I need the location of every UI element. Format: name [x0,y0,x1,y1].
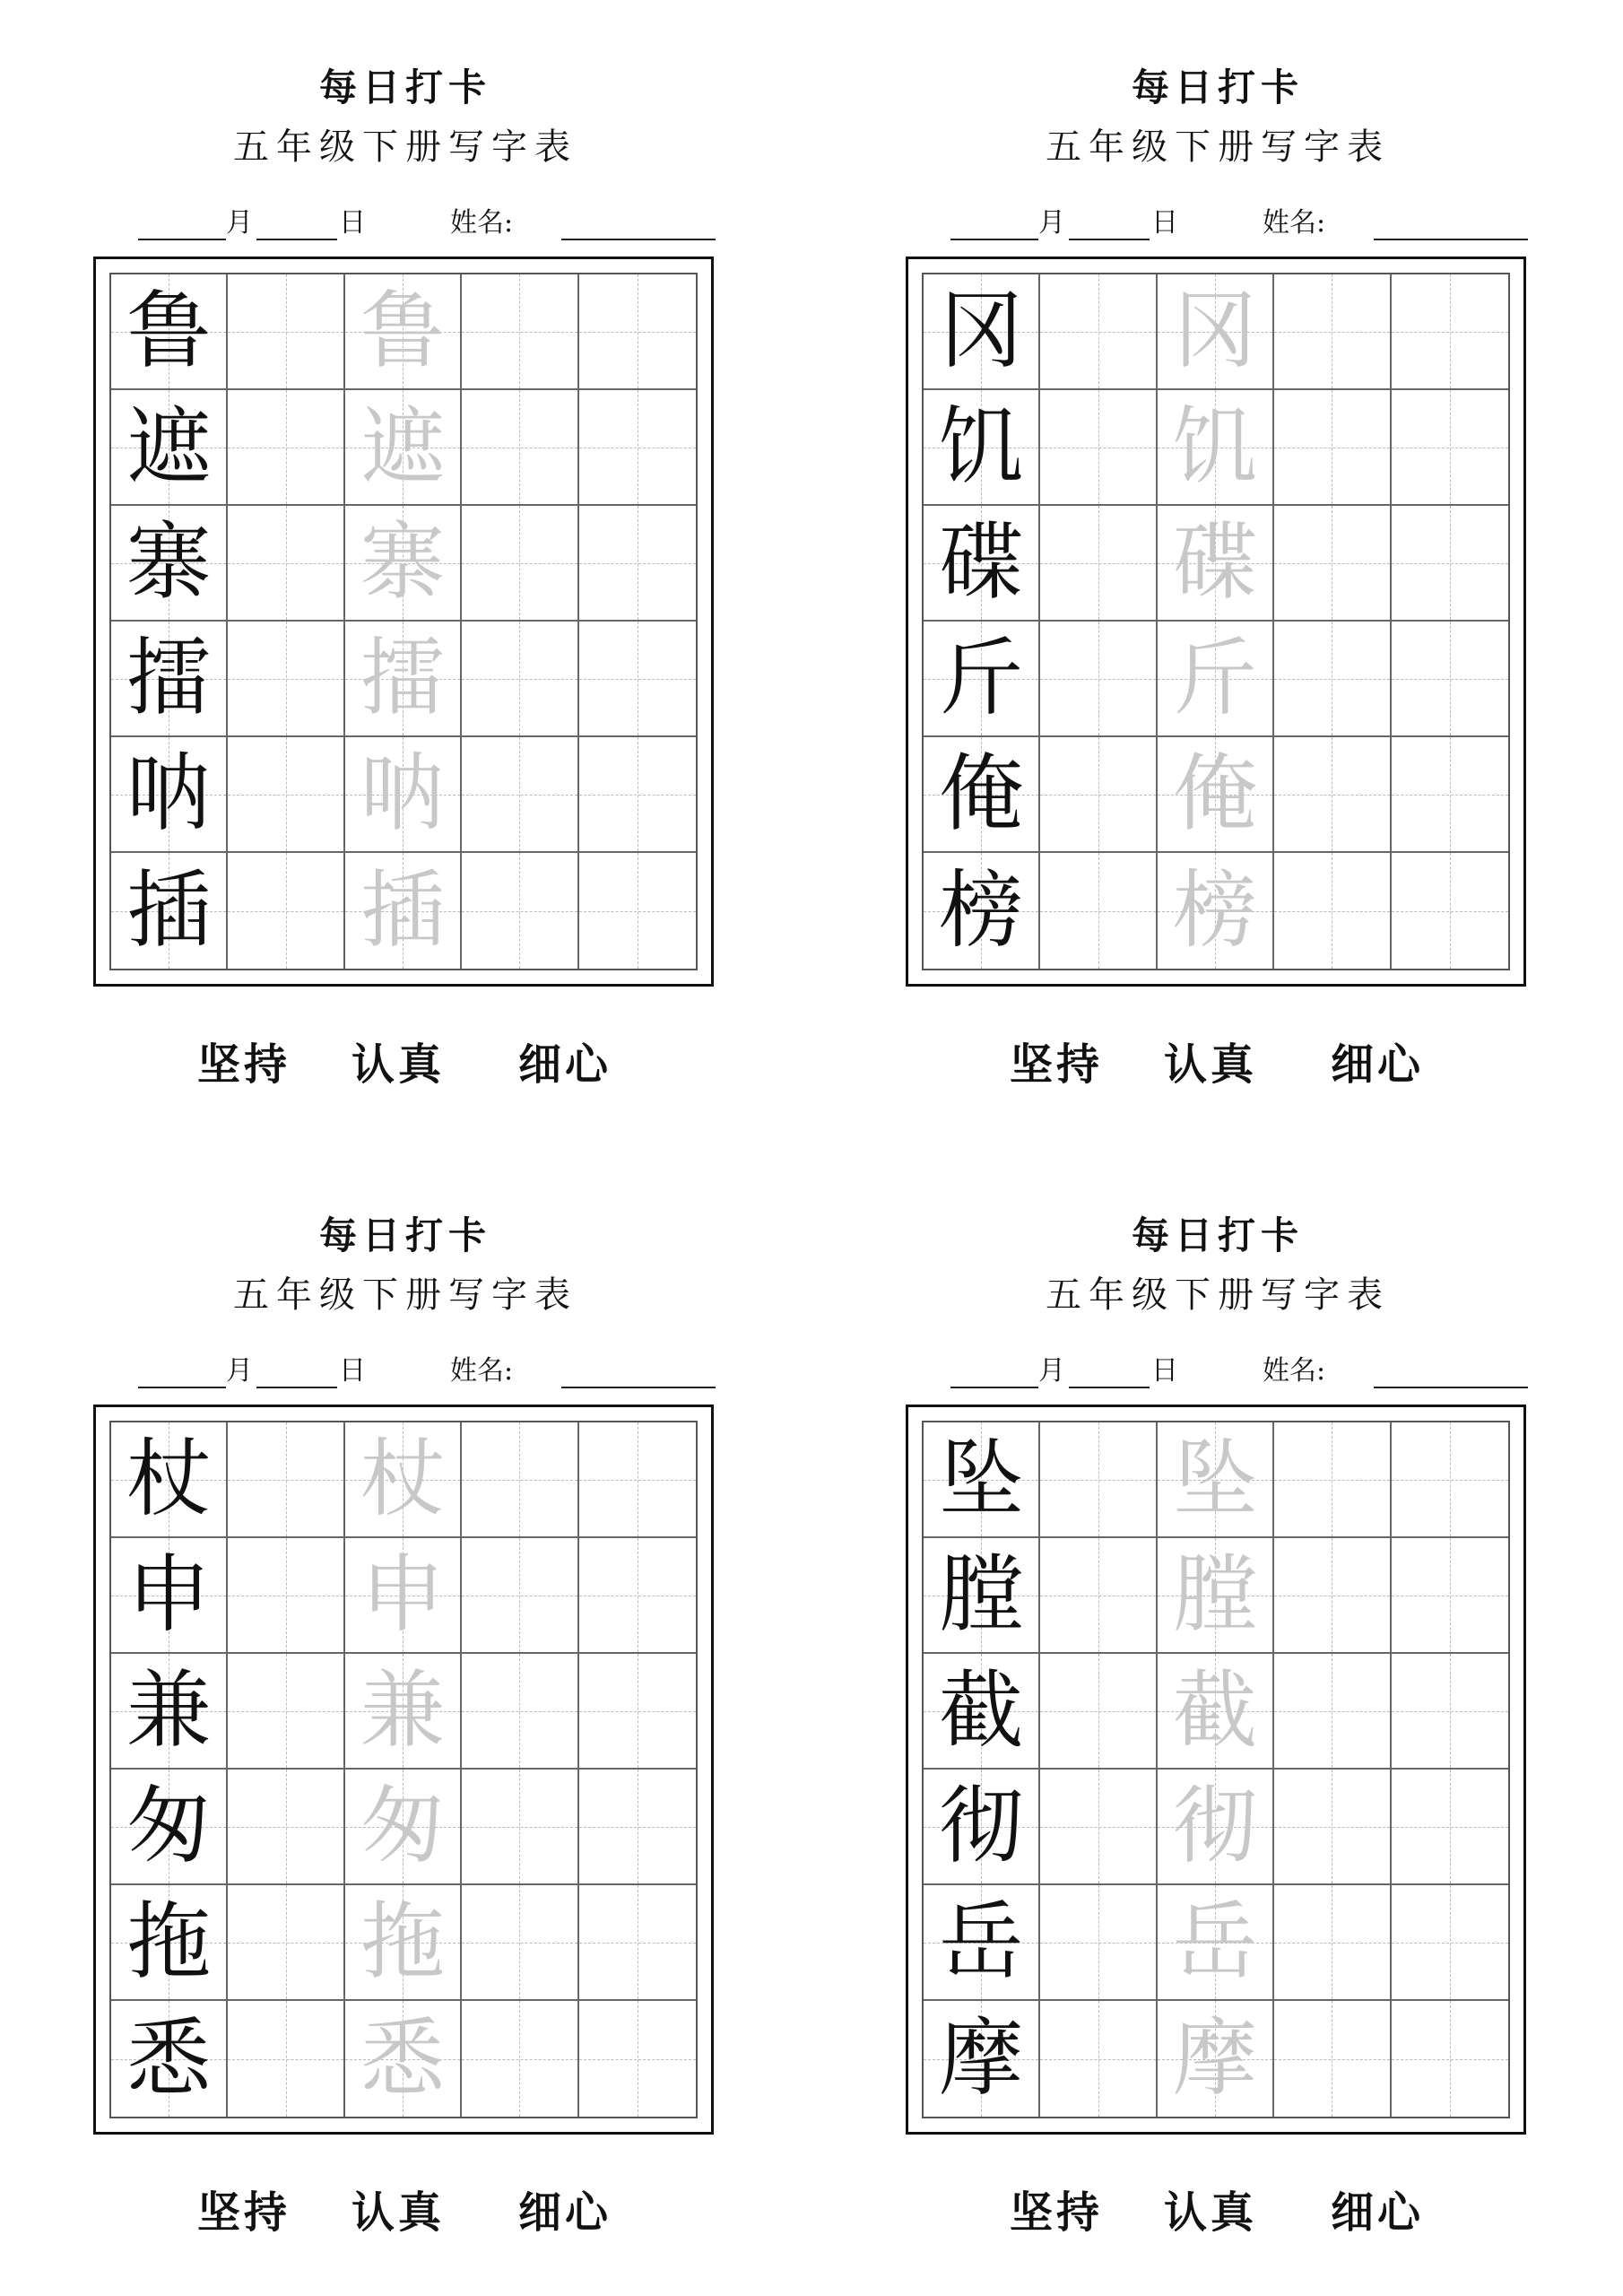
motto-persist: 坚持 [197,2187,291,2238]
grid-cell[interactable] [462,622,578,737]
grid-cell[interactable] [1392,506,1508,622]
grid-cell[interactable] [1274,1538,1391,1654]
model-character: 拖 [126,1892,212,1991]
motto-careful: 细心 [1331,1039,1425,1090]
day-blank[interactable] [256,237,337,240]
motto-careful: 细心 [518,2187,612,2238]
sheet-subtitle: 五年级下册写字表 [233,126,577,168]
grid-cell[interactable] [1158,1538,1274,1654]
trace-character: 寨 [360,513,445,612]
model-character: 插 [126,861,212,960]
grid-cell[interactable] [579,1538,696,1654]
grid-cell [111,274,228,390]
grid-cell [924,1422,1040,1538]
trace-character: 摩 [1172,2009,1257,2108]
grid-cell[interactable] [345,737,462,853]
grid-cell[interactable] [1392,853,1508,969]
grid-cell [924,622,1040,737]
grid-cell[interactable] [462,274,578,390]
trace-character: 冈 [1172,282,1257,380]
grid-cell[interactable] [579,1770,696,1885]
grid-cell [924,390,1040,506]
model-character: 杖 [126,1430,212,1528]
name-blank[interactable] [1374,1385,1528,1388]
sheet-title: 每日打卡 [1131,1213,1304,1257]
trace-character: 擂 [360,629,445,727]
sheet-subtitle: 五年级下册写字表 [233,1274,577,1316]
grid-cell[interactable] [579,274,696,390]
grid-cell[interactable] [579,1885,696,2001]
grid-cell [111,853,228,969]
grid-cell[interactable] [228,1538,344,1654]
grid-cell[interactable] [579,853,696,969]
trace-character: 遮 [360,397,445,496]
grid-cell[interactable] [1158,737,1274,853]
grid-cell[interactable] [1158,853,1274,969]
grid-cell[interactable] [579,506,696,622]
date-name-line [91,203,719,248]
sheet-title: 每日打卡 [318,65,491,109]
trace-character: 鲁 [360,282,445,380]
grid-cell[interactable] [345,390,462,506]
motto-careful: 细心 [518,1039,612,1090]
trace-character: 截 [1172,1661,1257,1760]
model-character: 悉 [126,2009,212,2108]
grid-cell [924,737,1040,853]
grid-cell[interactable] [1040,274,1157,390]
grid-cell [111,1538,228,1654]
writing-grid-frame [93,257,714,987]
day-blank[interactable] [256,1385,337,1388]
trace-character: 兼 [360,1661,445,1760]
grid-cell[interactable] [1392,1538,1508,1654]
trace-character: 匆 [360,1777,445,1875]
grid-cell[interactable] [1274,853,1391,969]
grid-cell[interactable] [1274,737,1391,853]
grid-cell[interactable] [1040,506,1157,622]
motto-persist: 坚持 [1010,1039,1104,1090]
writing-grid-frame [906,257,1526,987]
grid-cell[interactable] [579,1422,696,1538]
trace-character: 饥 [1172,397,1257,496]
grid-cell [111,737,228,853]
grid-cell[interactable] [1274,1885,1391,2001]
month-label: 月 [1038,207,1065,239]
grid-cell[interactable] [1392,1422,1508,1538]
grid-cell [111,1885,228,2001]
trace-character: 申 [360,1545,445,1644]
grid-cell[interactable] [345,1654,462,1770]
model-character: 膛 [939,1545,1024,1644]
grid-cell[interactable] [228,2001,344,2117]
practice-sheet [904,1209,1532,2267]
name-label: 姓名: [1263,207,1326,239]
grid-cell [111,390,228,506]
writing-grid [109,273,698,970]
model-character: 呐 [126,744,212,843]
day-label: 日 [1151,1355,1178,1387]
grid-cell[interactable] [1392,2001,1508,2117]
grid-cell [924,853,1040,969]
grid-cell[interactable] [228,390,344,506]
trace-character: 插 [360,861,445,960]
motto-earnest: 认真 [352,1039,446,1090]
model-character: 彻 [939,1777,1024,1875]
grid-cell[interactable] [228,506,344,622]
writing-grid-frame [93,1405,714,2135]
writing-grid-frame [906,1405,1526,2135]
model-character: 截 [939,1661,1024,1760]
grid-cell[interactable] [579,390,696,506]
grid-cell[interactable] [1158,274,1274,390]
grid-cell[interactable] [228,274,344,390]
trace-character: 岳 [1172,1892,1257,1991]
grid-cell[interactable] [345,1538,462,1654]
model-character: 斤 [939,629,1024,727]
grid-cell[interactable] [1392,1770,1508,1885]
grid-cell[interactable] [1158,1654,1274,1770]
grid-cell[interactable] [228,853,344,969]
grid-cell [111,1422,228,1538]
model-character: 申 [126,1545,212,1644]
grid-cell[interactable] [462,853,578,969]
trace-character: 坠 [1172,1430,1257,1528]
month-label: 月 [1038,1355,1065,1387]
grid-cell[interactable] [228,1770,344,1885]
model-character: 俺 [939,744,1024,843]
grid-cell [111,506,228,622]
writing-grid [922,273,1510,970]
practice-sheet [904,61,1532,1119]
practice-sheet [91,1209,719,2267]
grid-cell[interactable] [345,622,462,737]
grid-cell[interactable] [462,1885,578,2001]
day-label: 日 [339,207,366,239]
grid-cell[interactable] [462,1538,578,1654]
grid-cell[interactable] [579,1654,696,1770]
motto-line [904,1030,1532,1092]
grid-cell[interactable] [1274,1654,1391,1770]
sheet-subtitle: 五年级下册写字表 [1046,126,1390,168]
trace-character: 呐 [360,744,445,843]
model-character: 兼 [126,1661,212,1760]
grid-cell[interactable] [1274,1422,1391,1538]
sheet-title: 每日打卡 [1131,65,1304,109]
practice-sheet [91,61,719,1119]
day-label: 日 [1151,207,1178,239]
grid-cell[interactable] [345,274,462,390]
motto-earnest: 认真 [1164,2187,1258,2238]
grid-cell[interactable] [1392,390,1508,506]
grid-cell[interactable] [1158,506,1274,622]
grid-cell[interactable] [1040,390,1157,506]
motto-careful: 细心 [1331,2187,1425,2238]
grid-cell[interactable] [1040,1538,1157,1654]
grid-cell [924,1770,1040,1885]
grid-cell[interactable] [1392,274,1508,390]
writing-grid [922,1421,1510,2118]
grid-cell[interactable] [1040,1770,1157,1885]
date-name-line [91,1351,719,1396]
grid-cell[interactable] [345,1422,462,1538]
grid-cell [111,622,228,737]
grid-cell[interactable] [462,2001,578,2117]
grid-cell[interactable] [1040,1422,1157,1538]
trace-character: 碟 [1172,513,1257,612]
grid-cell[interactable] [1274,274,1391,390]
grid-cell[interactable] [228,1422,344,1538]
motto-earnest: 认真 [1164,1039,1258,1090]
model-character: 饥 [939,397,1024,496]
month-label: 月 [226,207,253,239]
model-character: 榜 [939,861,1024,960]
grid-cell[interactable] [462,506,578,622]
model-character: 匆 [126,1777,212,1875]
grid-cell[interactable] [462,1654,578,1770]
grid-cell[interactable] [1040,737,1157,853]
month-blank[interactable] [950,1385,1038,1388]
grid-cell[interactable] [228,737,344,853]
day-blank[interactable] [1069,1385,1150,1388]
model-character: 鲁 [126,282,212,380]
grid-cell[interactable] [1040,1654,1157,1770]
grid-cell [111,2001,228,2117]
motto-line [91,2178,719,2240]
grid-cell[interactable] [345,1885,462,2001]
grid-cell [111,1770,228,1885]
grid-cell[interactable] [228,622,344,737]
grid-cell[interactable] [1392,622,1508,737]
motto-earnest: 认真 [352,2187,446,2238]
name-blank[interactable] [561,1385,716,1388]
name-label: 姓名: [1263,1355,1326,1387]
grid-cell [924,1538,1040,1654]
grid-cell [924,1654,1040,1770]
month-blank[interactable] [950,237,1038,240]
model-character: 岳 [939,1892,1024,1991]
name-label: 姓名: [450,1355,514,1387]
grid-cell [924,1885,1040,2001]
grid-cell[interactable] [228,1885,344,2001]
grid-cell[interactable] [1040,1885,1157,2001]
sheet-title: 每日打卡 [318,1213,491,1257]
grid-cell[interactable] [462,1770,578,1885]
day-blank[interactable] [1069,237,1150,240]
grid-cell[interactable] [1158,2001,1274,2117]
model-character: 坠 [939,1430,1024,1528]
grid-cell[interactable] [1392,737,1508,853]
grid-cell[interactable] [1274,1770,1391,1885]
trace-character: 膛 [1172,1545,1257,1644]
model-character: 碟 [939,513,1024,612]
date-name-line [904,1351,1532,1396]
model-character: 寨 [126,513,212,612]
grid-cell[interactable] [1274,390,1391,506]
grid-cell [924,2001,1040,2117]
model-character: 摩 [939,2009,1024,2108]
grid-cell[interactable] [579,622,696,737]
motto-persist: 坚持 [1010,2187,1104,2238]
grid-cell[interactable] [1158,390,1274,506]
trace-character: 斤 [1172,629,1257,727]
trace-character: 彻 [1172,1777,1257,1875]
sheet-subtitle: 五年级下册写字表 [1046,1274,1390,1316]
grid-cell[interactable] [1040,622,1157,737]
grid-cell[interactable] [345,2001,462,2117]
trace-character: 榜 [1172,861,1257,960]
name-label: 姓名: [450,207,514,239]
grid-cell[interactable] [1040,2001,1157,2117]
model-character: 遮 [126,397,212,496]
model-character: 擂 [126,629,212,727]
name-blank[interactable] [1374,237,1528,240]
model-character: 冈 [939,282,1024,380]
grid-cell[interactable] [1158,622,1274,737]
grid-cell[interactable] [1158,1770,1274,1885]
grid-cell[interactable] [345,506,462,622]
grid-cell[interactable] [462,390,578,506]
trace-character: 拖 [360,1892,445,1991]
trace-character: 俺 [1172,744,1257,843]
trace-character: 悉 [360,2009,445,2108]
grid-cell[interactable] [462,1422,578,1538]
grid-cell [924,274,1040,390]
month-blank[interactable] [138,237,226,240]
grid-cell[interactable] [228,1654,344,1770]
grid-cell[interactable] [345,1770,462,1885]
grid-cell[interactable] [462,737,578,853]
grid-cell[interactable] [1274,622,1391,737]
grid-cell [111,1654,228,1770]
grid-cell[interactable] [1158,1422,1274,1538]
motto-line [904,2178,1532,2240]
grid-cell[interactable] [1274,2001,1391,2117]
grid-cell[interactable] [579,2001,696,2117]
grid-cell[interactable] [1392,1654,1508,1770]
grid-cell [924,506,1040,622]
trace-character: 杖 [360,1430,445,1528]
grid-cell[interactable] [1392,1885,1508,2001]
day-label: 日 [339,1355,366,1387]
name-blank[interactable] [561,237,716,240]
date-name-line [904,203,1532,248]
month-blank[interactable] [138,1385,226,1388]
grid-cell[interactable] [1158,1885,1274,2001]
month-label: 月 [226,1355,253,1387]
grid-cell[interactable] [1274,506,1391,622]
motto-line [91,1030,719,1092]
writing-grid [109,1421,698,2118]
grid-cell[interactable] [579,737,696,853]
motto-persist: 坚持 [197,1039,291,1090]
grid-cell[interactable] [1040,853,1157,969]
grid-cell[interactable] [345,853,462,969]
